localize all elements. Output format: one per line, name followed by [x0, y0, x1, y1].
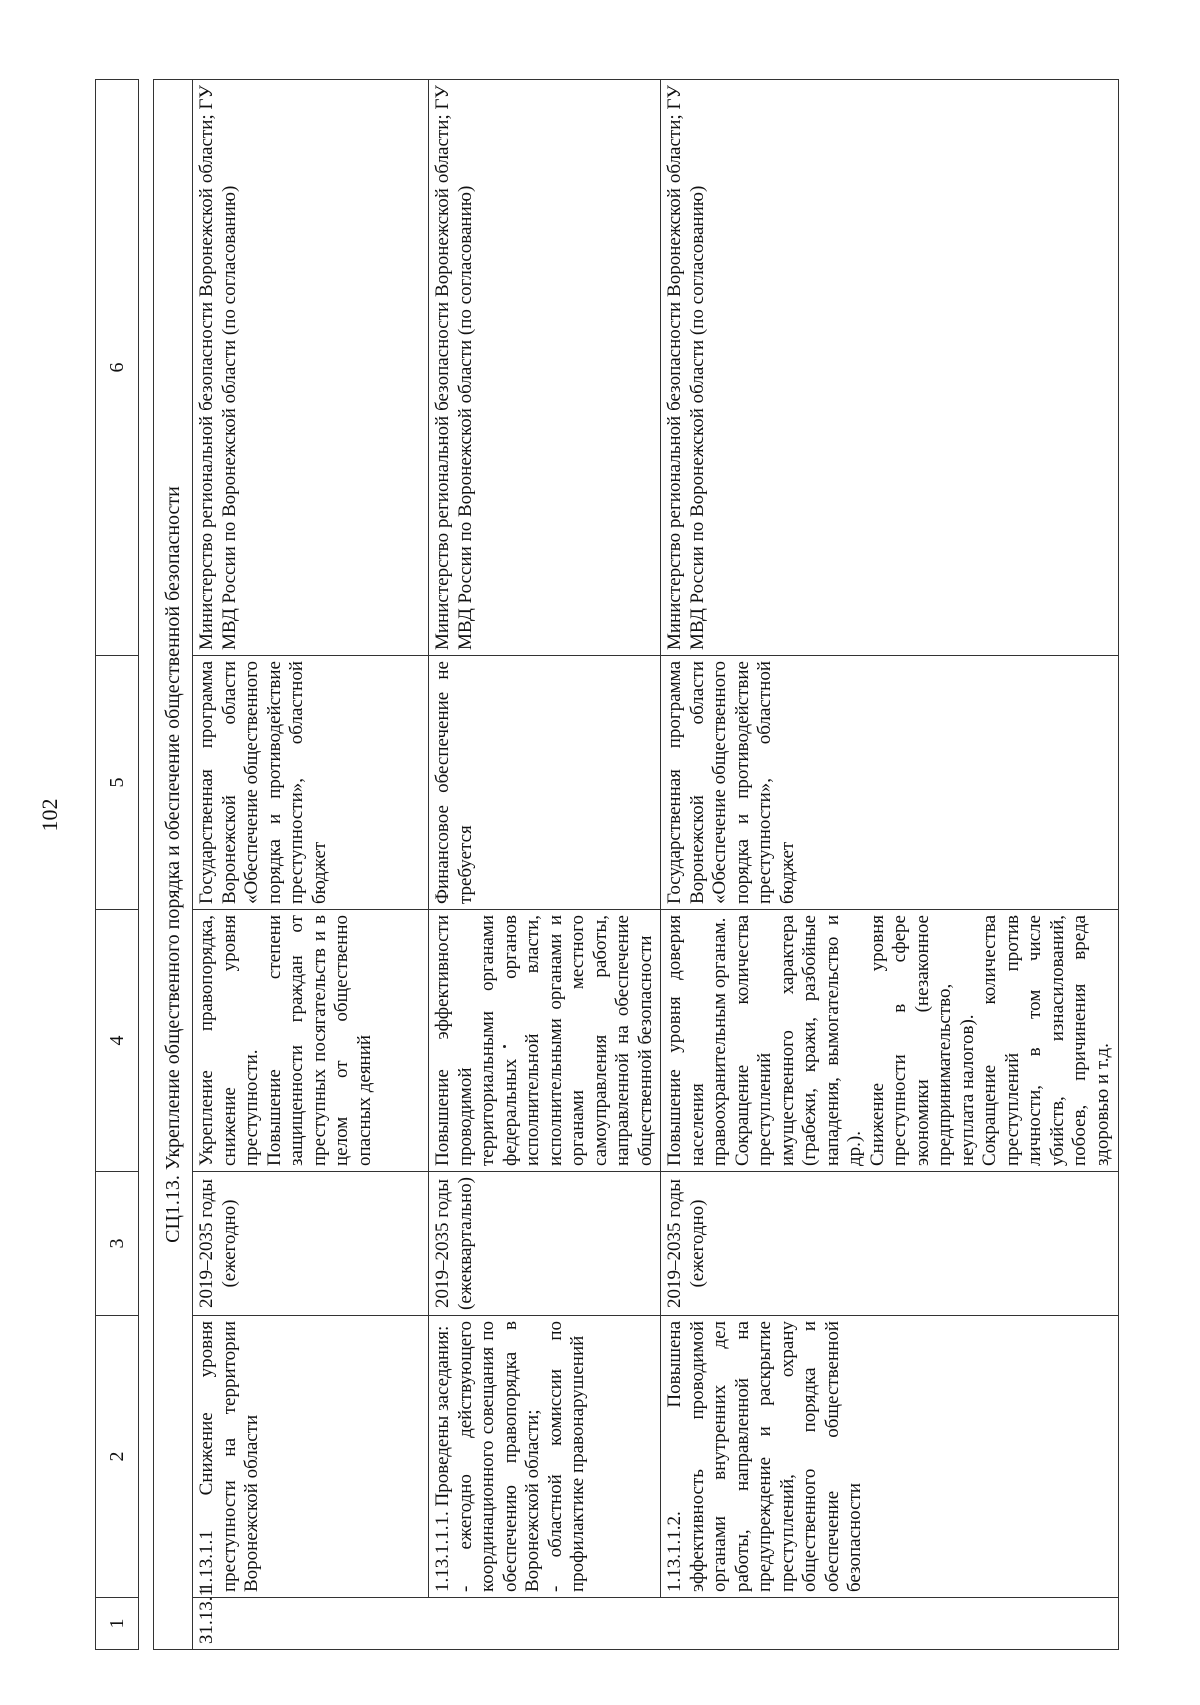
section-title-row — [154, 80, 193, 1650]
responsible-cell: Министерство региональной безопасности Воронежской области; ГУ МВД России по Воронежской области (по согласованию) — [661, 80, 1119, 656]
period-cell: 2019–2035 годы (ежегодно) — [661, 1172, 1119, 1316]
funding-cell: Государственная программа Воронежской области «Обеспечение общественного порядка и противодействие преступности», областной бюджет — [661, 656, 1119, 910]
header-number: 1 — [96, 1598, 139, 1650]
measure-cell: 1.13.1.1 Снижение уровня преступности на территории Воронежской области — [193, 1316, 429, 1598]
result-line: Укрепление правопорядка, снижение уровня преступности. — [196, 915, 262, 1166]
result-line: Сокращение количества преступлений против личности, в том числе убийств, изнасилований, побоев, причинения вреда здоровью и т.д. — [979, 915, 1113, 1166]
result-cell — [429, 910, 661, 1172]
table-row — [429, 80, 661, 1650]
result-cell — [661, 910, 1119, 1172]
measure-cell: 1.13.1.1.2. Повышена эффективность проводимой органами внутренних дел работы, направленной на предупреждение и раскрытие преступлений, охрану общественного порядка и обеспечение общественной безопасности — [661, 1316, 1119, 1598]
table-row — [193, 80, 429, 1650]
funding-cell: Государственная программа Воронежской области «Обеспечение общественного порядка и противодействие преступности», областной бюджет — [193, 656, 429, 910]
period-cell: 2019–2035 годы (ежегодно) — [193, 1172, 429, 1316]
header-number: 3 — [96, 1172, 139, 1316]
result-line: Сокращение количества преступлений имущественного характера (грабежи, кражи, разбойные нападения, вымогательство и др.). — [731, 915, 865, 1166]
column-number-row — [96, 80, 139, 1650]
header-number: 6 — [96, 80, 139, 656]
header-number: 4 — [96, 910, 139, 1172]
row-code: З1.13.1 — [193, 1598, 1119, 1650]
table-gap — [139, 80, 154, 1650]
table-row — [661, 80, 1119, 1650]
header-number: 5 — [96, 656, 139, 910]
measure-line: - ежегодно действующего координационного совещания по обеспечению правопорядка в Воронежской области; — [454, 1321, 543, 1592]
measure-line: - областной комиссии по профилактике правонарушений — [544, 1321, 588, 1592]
rotated-landscape-content — [95, 80, 1113, 1650]
page-number: 102 — [37, 798, 62, 832]
measure-line: 1.13.1.1.1. Проведены заседания: — [432, 1325, 453, 1592]
period-cell: 2019–2035 годы (ежеквартально) — [429, 1172, 661, 1316]
result-line: Повышение эффективности проводимой территориальными органами федеральных органов исполнительной власти, исполнительными органами и органами местного самоуправления работы, направленной на обеспечение общественной безопасности — [432, 915, 656, 1166]
result-line: Снижение уровня преступности в сфере экономики (незаконное предпринимательство, неуплата налогов). — [866, 915, 978, 1166]
result-cell — [193, 910, 429, 1172]
responsible-cell: Министерство региональной безопасности Воронежской области; ГУ МВД России по Воронежской области (по согласованию) — [429, 80, 661, 656]
plan-table — [95, 79, 1119, 1650]
result-line: Повышение степени защищенности граждан от преступных посягательств и в целом от общественно опасных деяний — [263, 915, 375, 1166]
section-title: СЦ1.13. Укрепление общественного порядка и обеспечение общественной безопасности — [154, 80, 193, 1650]
funding-cell: Финансовое обеспечение не требуется — [429, 656, 661, 910]
measure-cell — [429, 1316, 661, 1598]
header-number: 2 — [96, 1316, 139, 1598]
result-line: Повышение уровня доверия населения правоохранительным органам. — [664, 915, 730, 1166]
responsible-cell: Министерство региональной безопасности Воронежской области; ГУ МВД России по Воронежской области (по согласованию) — [193, 80, 429, 656]
